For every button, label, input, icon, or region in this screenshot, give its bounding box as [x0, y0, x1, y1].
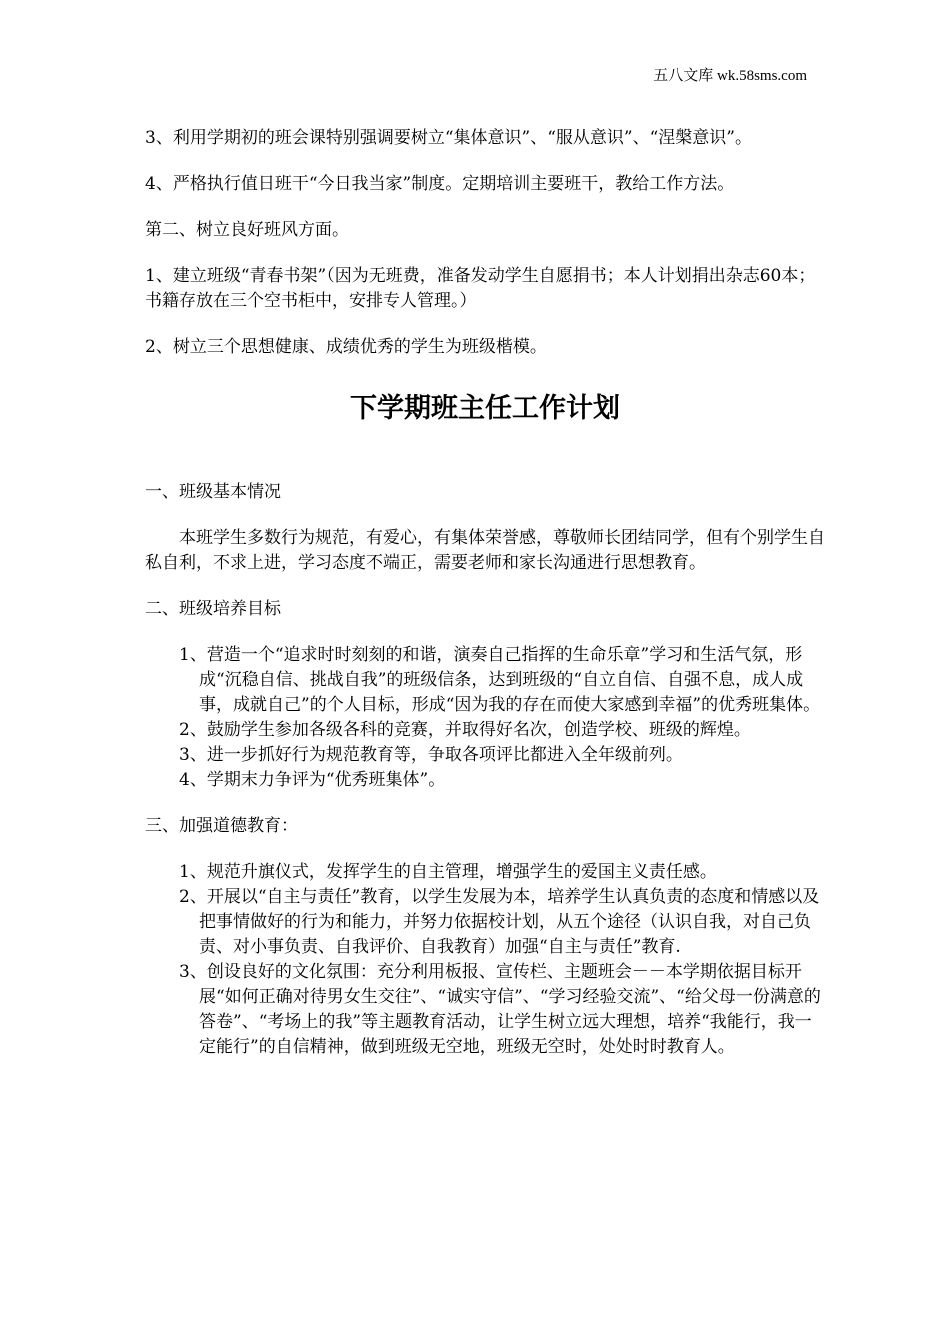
goal-list	[145, 643, 825, 793]
paragraph: 本班学生多数行为规范，有爱心，有集体荣誉感，尊敬师长团结同学，但有个别学生自私自利，不求上进，学习态度不端正，需要老师和家长沟通进行思想教育。	[145, 528, 825, 573]
section-heading: 三、加强道德教育：	[145, 816, 298, 836]
paragraph: 第二、树立良好班风方面。	[145, 220, 349, 240]
list-item: 1、规范升旗仪式，发挥学生的自主管理，增强学生的爱国主义责任感。	[179, 862, 717, 882]
paragraph: 4、严格执行值日班干“今日我当家”制度。定期培训主要班干，教给工作方法。	[145, 174, 735, 194]
paragraph: 1、建立班级“青春书架”（因为无班费，准备发动学生自愿捐书；本人计划捐出杂志60本；书籍存放在三个空书柜中，安排专人管理。）	[145, 266, 816, 311]
document-body	[145, 126, 825, 1060]
list-item: 3、进一步抓好行为规范教育等，争取各项评比都进入全年级前列。	[179, 745, 683, 765]
site-header: 五八文库 wk.58sms.com	[653, 68, 807, 84]
paragraph: 2、树立三个思想健康、成绩优秀的学生为班级楷模。	[145, 337, 547, 357]
section-heading: 一、班级基本情况	[145, 482, 281, 502]
list-item: 3、创设良好的文化氛围：充分利用板报、宣传栏、主题班会－－本学期依据目标开展“如何正确对待男女生交往”、“诚实守信”、“学习经验交流”、“给父母一份满意的答卷”、“考场上的我”等主题教育活动，让学生树立远大理想，培养“我能行，我一定能行”的自信精神，做到班级无空地，班级无空时，处处时时教育人。	[179, 962, 821, 1057]
list-item: 1、营造一个“追求时时刻刻的和谐，演奏自己指挥的生命乐章”学习和生活气氛，形成“沉稳自信、挑战自我”的班级信条，达到班级的“自立自信、自强不息，成人成事，成就自己”的个人目标，形成“因为我的存在而使大家感到幸福”的优秀班集体。	[179, 645, 821, 715]
paragraph: 3、利用学期初的班会课特别强调要树立“集体意识”、“服从意识”、“涅槃意识”。	[145, 128, 752, 148]
section-heading: 二、班级培养目标	[145, 599, 281, 619]
list-item: 2、鼓励学生参加各级各科的竞赛，并取得好名次，创造学校、班级的辉煌。	[179, 720, 751, 740]
list-item: 2、开展以“自主与责任”教育，以学生发展为本，培养学生认真负责的态度和情感以及把事情做好的行为和能力，并努力依据校计划，从五个途径（认识自我，对自己负责、对小事负责、自我评价、自我教育）加强“自主与责任”教育.	[179, 887, 820, 957]
moral-education-list	[145, 860, 825, 1060]
page-title: 下学期班主任工作计划	[350, 393, 620, 424]
list-item: 4、学期末力争评为“优秀班集体”。	[179, 770, 446, 790]
